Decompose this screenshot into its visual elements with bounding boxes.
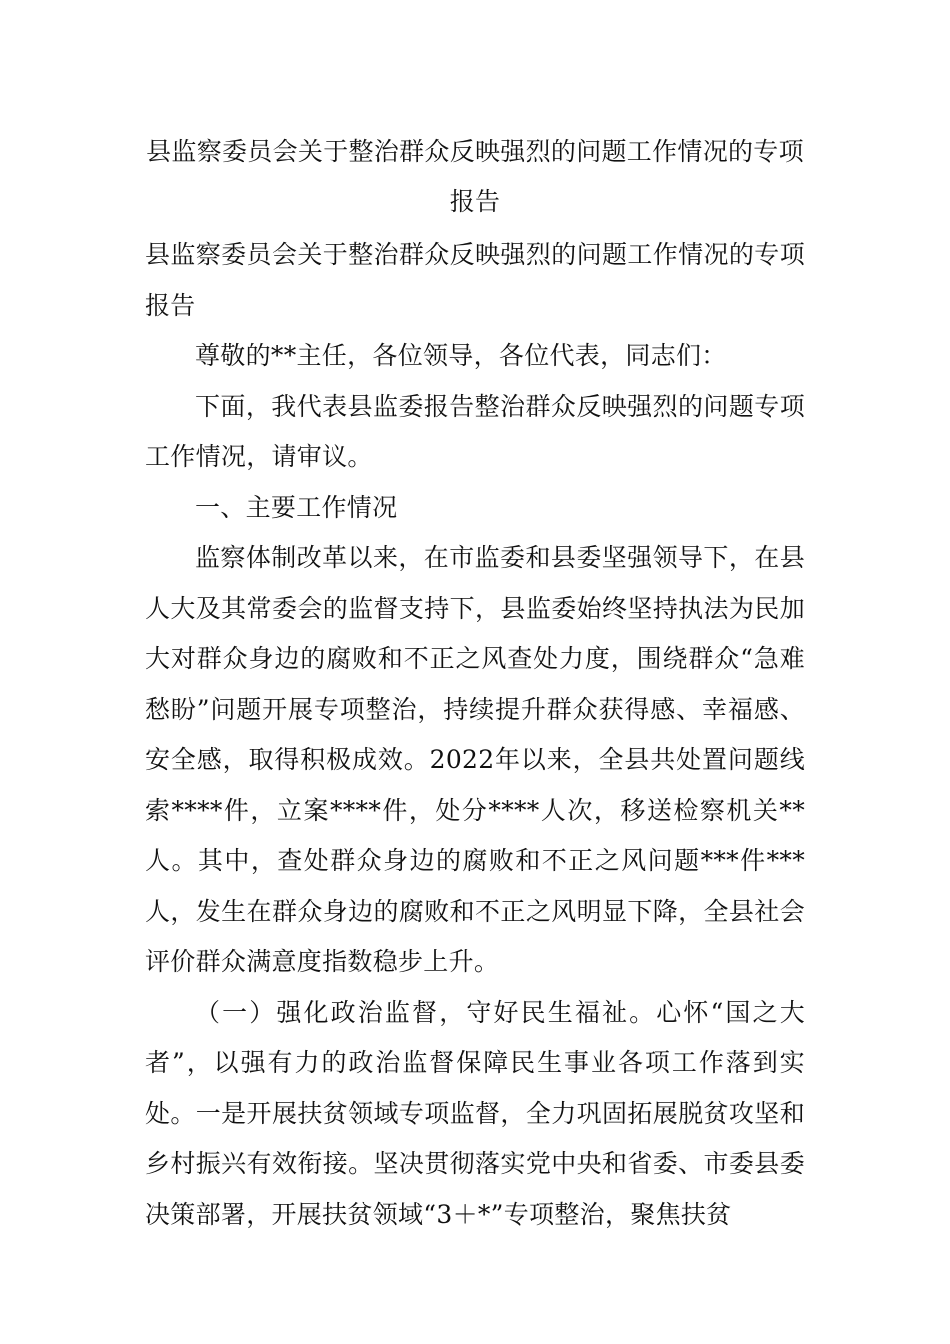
- repeated-title-paragraph: 县监察委员会关于整治群众反映强烈的问题工作情况的专项报告: [145, 240, 805, 320]
- salutation-paragraph: 尊敬的**主任，各位领导，各位代表，同志们：: [195, 341, 727, 370]
- document-body: [145, 230, 805, 1240]
- document-title: 县监察委员会关于整治群众反映强烈的问题工作情况的专项报告: [146, 137, 804, 216]
- body-paragraph: （一）强化政治监督，守好民生福祉。心怀“国之大者”，以强有力的政治监督保障民生事业各项工作落到实处。一是开展扶贫领域专项监督，全力巩固拓展脱贫攻坚和乡村振兴有效衔接。坚决贯彻落实党中央和省委、市委县委决策部署，开展扶贫领域“3＋*”专项整治，聚焦扶贫: [145, 997, 805, 1229]
- section-heading: 一、主要工作情况: [195, 492, 398, 522]
- intro-paragraph: 下面，我代表县监委报告整治群众反映强烈的问题专项工作情况，请审议。: [145, 391, 805, 471]
- body-paragraph: 监察体制改革以来，在市监委和县委坚强领导下，在县人大及其常委会的监督支持下，县监委始终坚持执法为民加大对群众身边的腐败和不正之风查处力度，围绕群众“急难愁盼”问题开展专项整治，持续提升群众获得感、幸福感、安全感，取得积极成效。2022年以来，全县共处置问题线索****件，立案****件，处分****人次，移送检察机关**人。其中，查处群众身边的腐败和不正之风问题***件***人，发生在群众身边的腐败和不正之风明显下降，全县社会评价群众满意度指数稳步上升。: [145, 543, 805, 976]
